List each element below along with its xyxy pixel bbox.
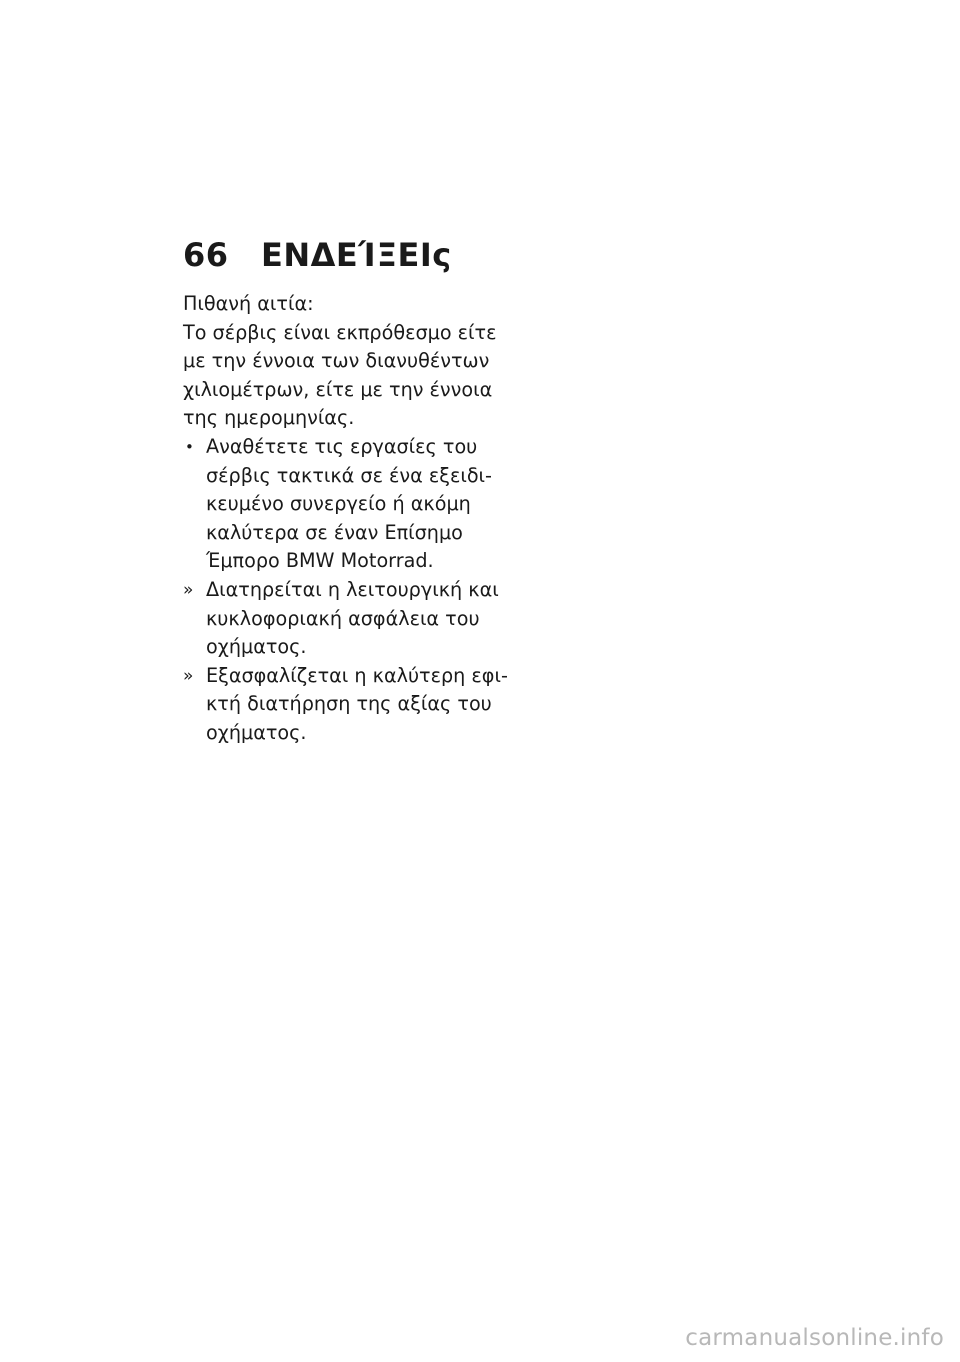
result-line: οχήματος. — [206, 635, 307, 659]
page-header — [183, 236, 452, 280]
action-line: Έμπορο BMW Motorrad. — [206, 549, 434, 573]
result-item — [183, 576, 499, 662]
cause-text — [183, 319, 497, 433]
result-line: οχήματος. — [206, 720, 307, 744]
cause-line: Το σέρβις είναι εκπρόθεσμο είτε — [183, 320, 497, 344]
page-number: 66 — [183, 236, 229, 274]
action-line: καλύτερα σε έναν Επίσημο — [206, 520, 463, 544]
action-line: σέρβις τακτικά σε ένα εξειδι- — [206, 463, 492, 487]
result-line: κυκλοφοριακή ασφάλεια του — [206, 606, 480, 630]
result-arrow-icon: » — [183, 665, 194, 686]
cause-line: με την έννοια των διανυθέντων — [183, 349, 490, 373]
section-title: ΕΝΔΕΊΞΕΙς — [261, 236, 452, 274]
action-line: Αναθέτετε τις εργασίες του — [206, 434, 478, 458]
cause-line: χιλιομέτρων, είτε με την έννοια — [183, 377, 493, 401]
footer-watermark: carmanualsonline.info — [685, 1325, 944, 1351]
action-line: κευμένο συνεργείο ή ακόμη — [206, 492, 471, 516]
result-line: Διατηρείται η λειτουργική και — [206, 577, 499, 601]
cause-line: της ημερομηνίας. — [183, 406, 355, 430]
result-line: Εξασφαλίζεται η καλύτερη εφι- — [206, 663, 508, 687]
cause-label: Πιθανή αιτία: — [183, 292, 314, 315]
bullet-icon: • — [185, 437, 194, 456]
result-arrow-icon: » — [183, 579, 194, 600]
action-item — [183, 433, 492, 576]
result-item — [183, 662, 508, 748]
result-line: κτή διατήρηση της αξίας του — [206, 692, 492, 716]
page-content — [183, 290, 508, 748]
